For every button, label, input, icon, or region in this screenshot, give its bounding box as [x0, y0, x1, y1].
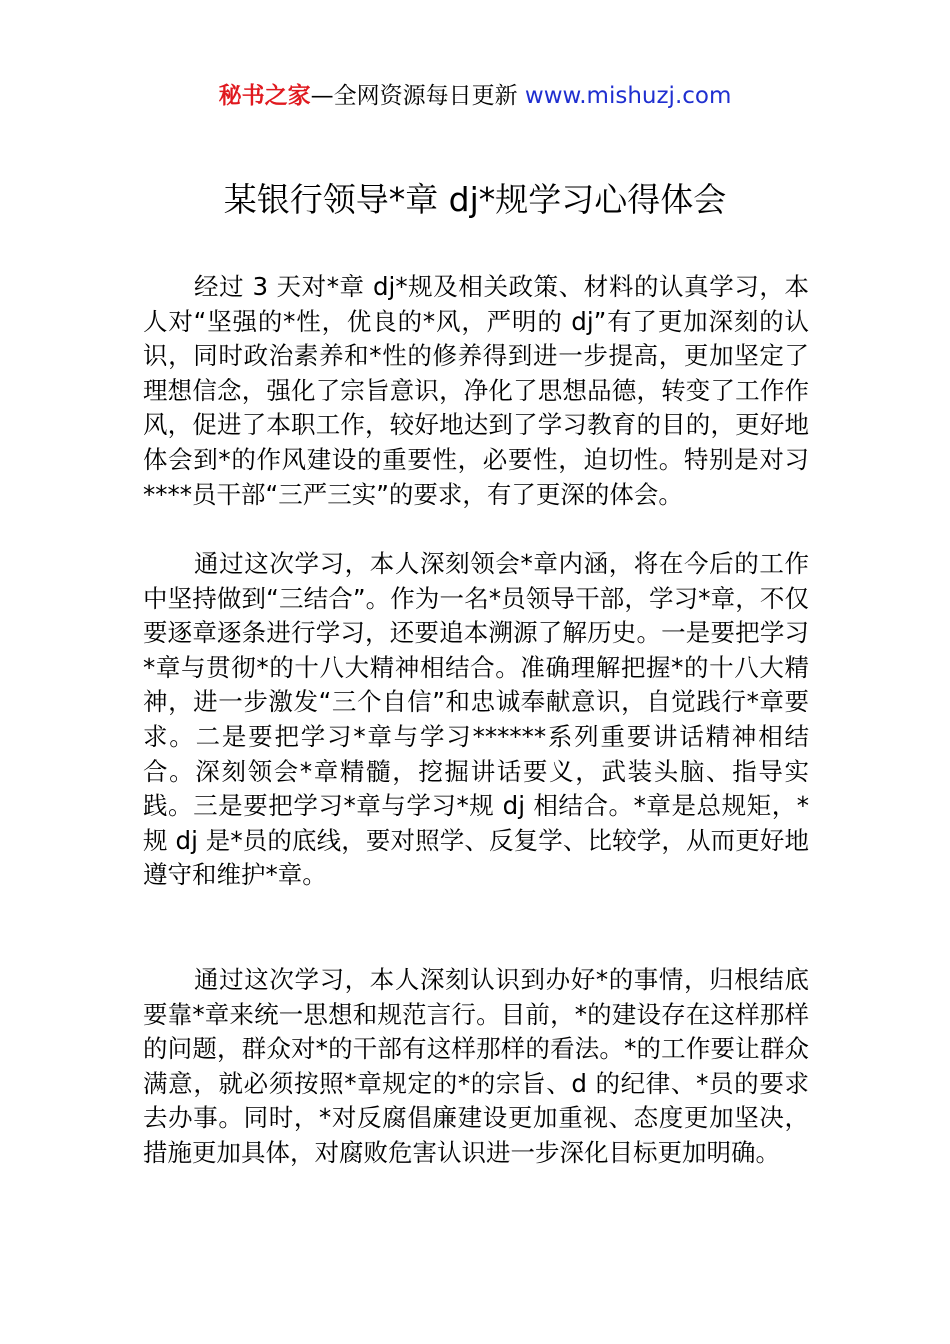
site-brand: 秘书之家 [218, 83, 311, 109]
site-tagline: —全网资源每日更新 [310, 83, 525, 109]
site-header [0, 80, 950, 112]
document-title: 某银行领导*章 dj*规学习心得体会 [223, 180, 727, 219]
paragraph-2: 通过这次学习，本人深刻领会*章内涵，将在今后的工作中坚持做到“三结合”。作为一名*员领导干部，学习*章，不仅要逐章逐条进行学习，还要追本溯源了解历史。一是要把学习*章与贯彻*的十八大精神相结合。准确理解把握*的十八大精神，进一步激发“三个自信”和忠诚奉献意识，自觉践行*章要求。二是要把学习*章与学习******系列重要讲话精神相结合。深刻领会*章精髓，挖掘讲话要义，武装头脑、指导实践。三是要把学习*章与学习*规 dj 相结合。*章是总规矩，*规 dj 是*员的底线，要对照学、反复学、比较学，从而更好地遵守和维护*章。 [143, 549, 809, 890]
paragraph-3: 通过这次学习，本人深刻认识到办好*的事情，归根结底要靠*章来统一思想和规范言行。目前，*的建设存在这样那样的问题，群众对*的干部有这样那样的看法。*的工作要让群众满意，就必须按照*章规定的*的宗旨、d 的纪律、*员的要求去办事。同时，*对反腐倡廉建设更加重视、态度更加坚决，措施更加具体，对腐败危害认识进一步深化目标更加明确。 [143, 965, 809, 1167]
paragraph-1-block [143, 270, 809, 512]
site-url-link[interactable]: www.mishuzj.com [524, 83, 732, 109]
paragraph-3-block [143, 963, 809, 1171]
paragraph-1: 经过 3 天对*章 dj*规及相关政策、材料的认真学习，本人对“坚强的*性，优良的*风，严明的 dj”有了更加深刻的认识，同时政治素养和*性的修养得到进一步提高，更加坚定了理想信念，强化了宗旨意识，净化了思想品德，转变了工作作风，促进了本职工作，较好地达到了学习教育的目的，更好地体会到*的作风建设的重要性，必要性，迫切性。特别是对习****员干部“三严三实”的要求，有了更深的体会。 [143, 272, 809, 509]
paragraph-2-block [143, 547, 809, 893]
